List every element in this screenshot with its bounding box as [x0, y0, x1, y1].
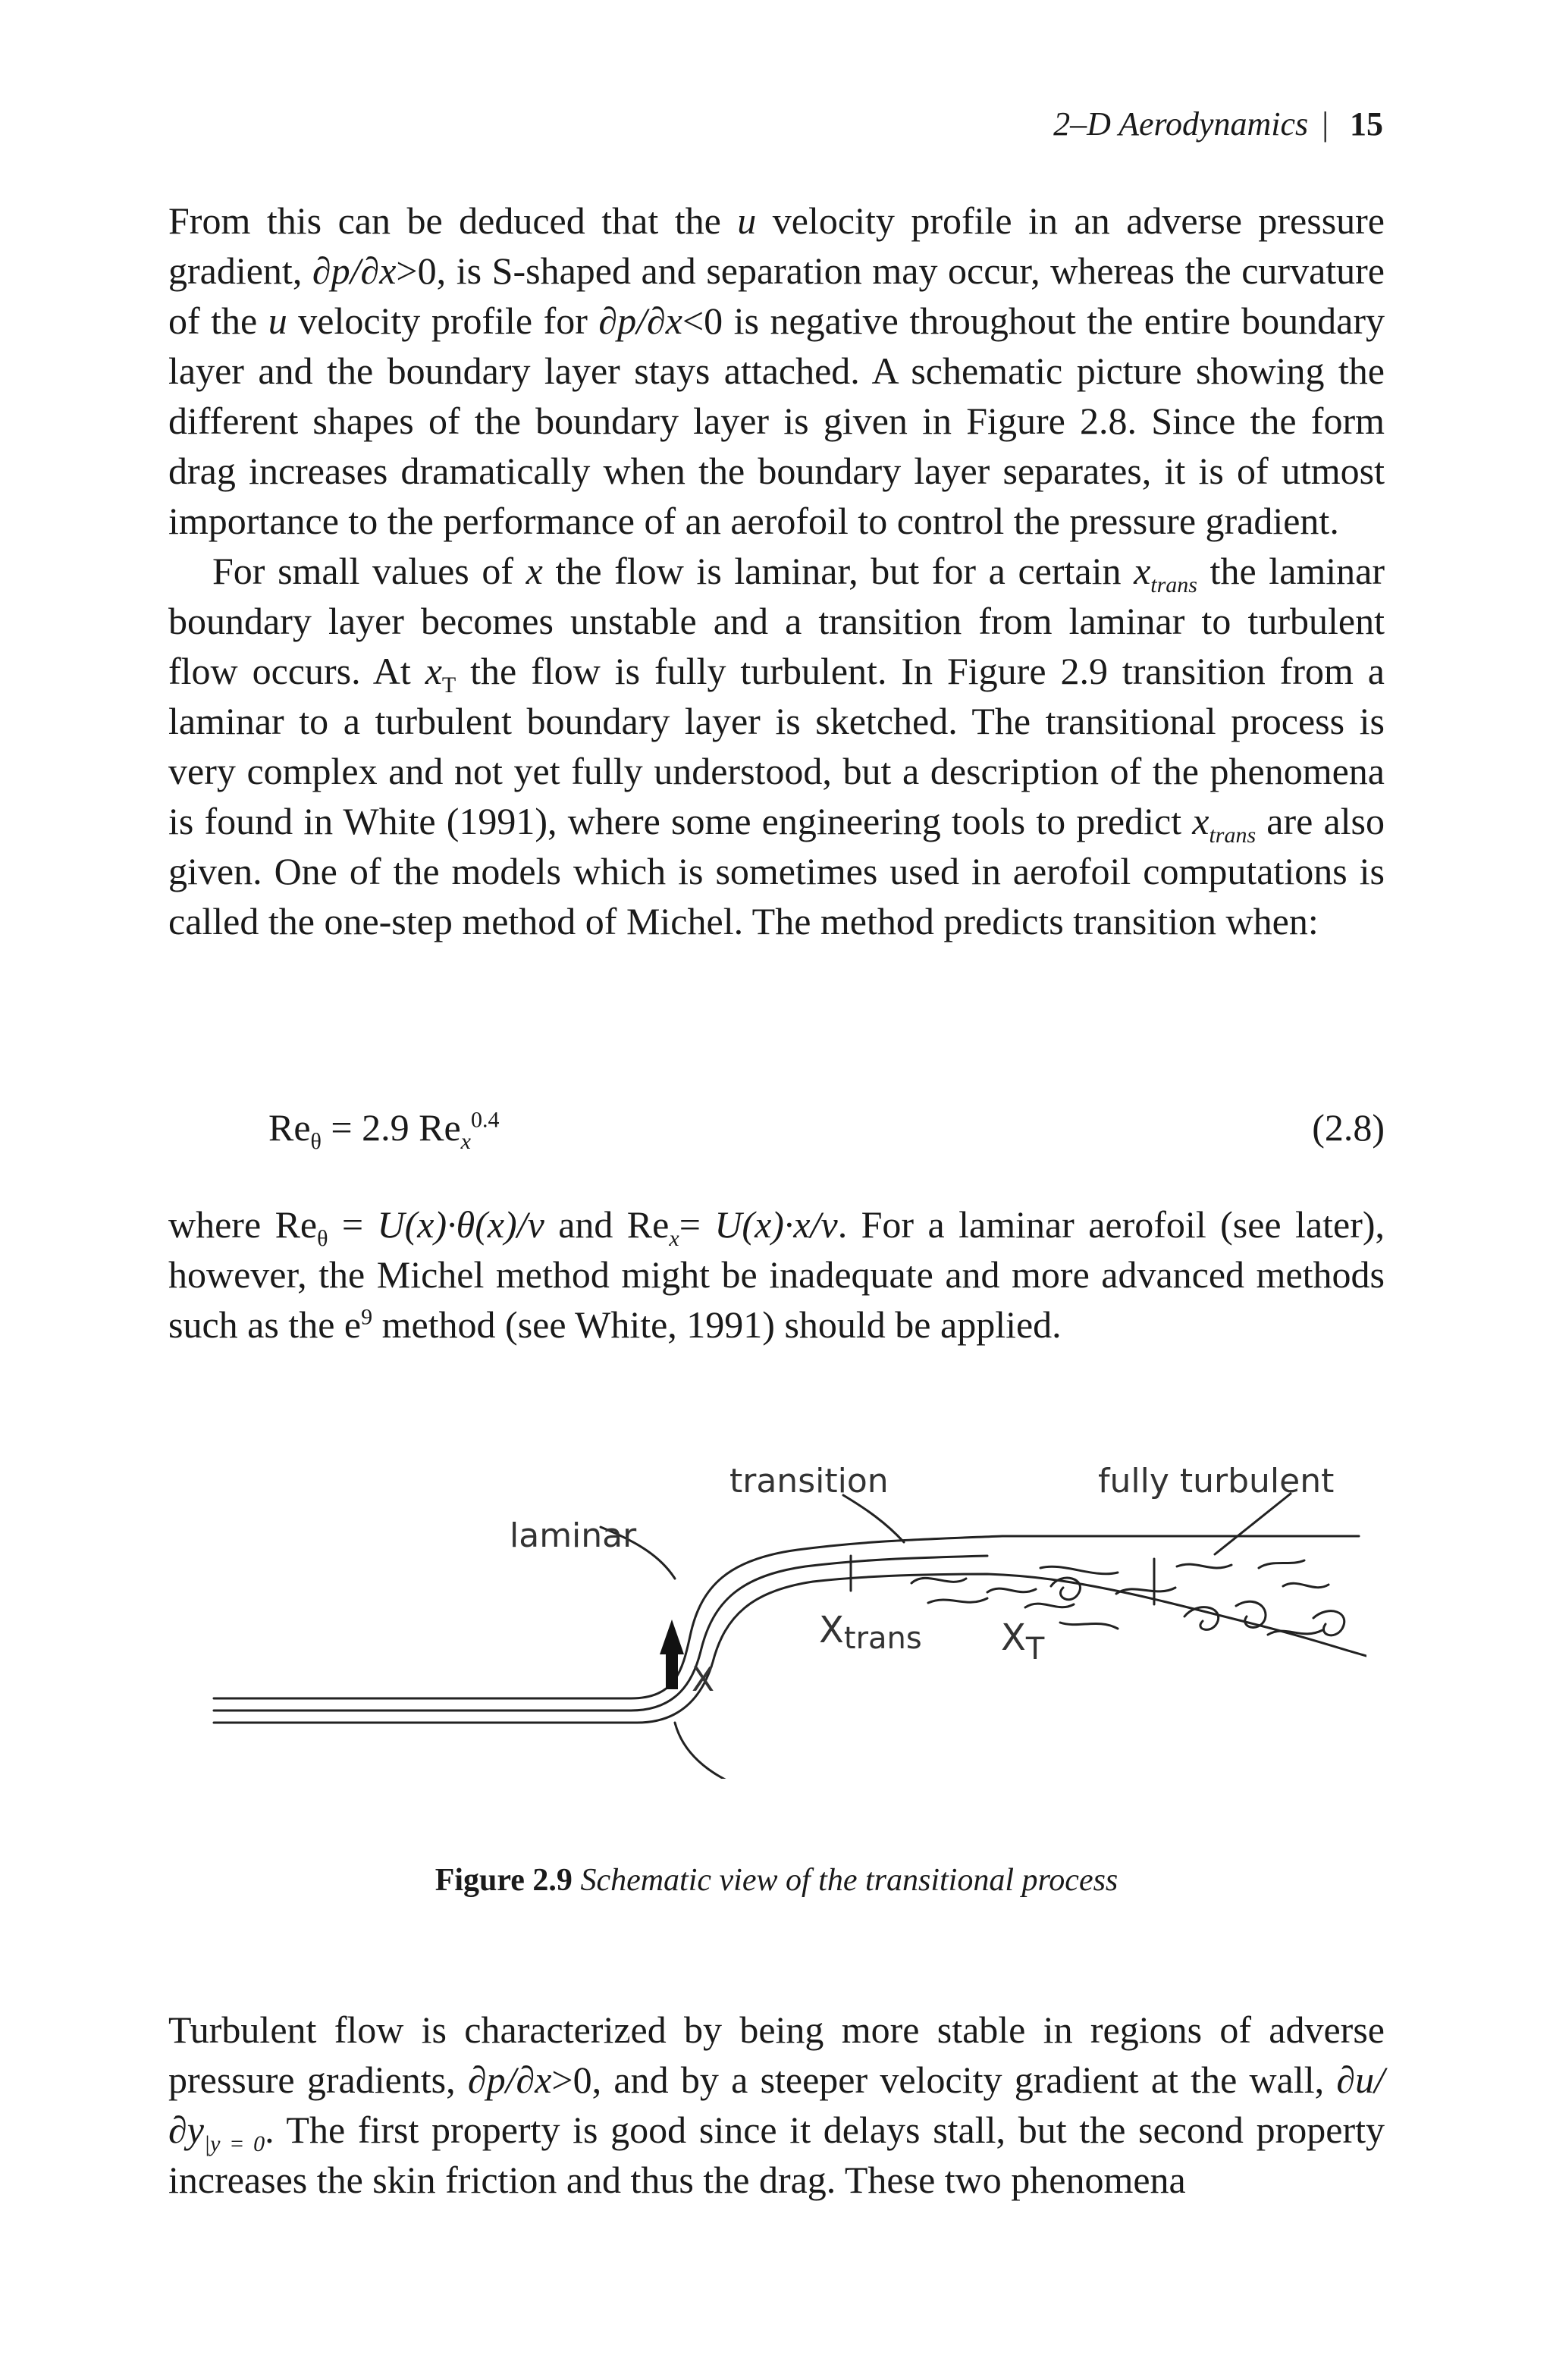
- turbulent-eddy: [1177, 1564, 1231, 1568]
- text-run: =: [679, 1203, 715, 1246]
- leader-line-transition: [843, 1495, 904, 1542]
- leading-edge-curve: [675, 1723, 783, 1779]
- math-dudy: ∂u/∂y: [168, 2059, 1385, 2151]
- turbulent-eddy: [1259, 1560, 1304, 1568]
- x-arrow: [666, 1650, 678, 1689]
- surface-streamline-1: [214, 1536, 1359, 1698]
- eq-exponent: 0.4: [471, 1107, 500, 1133]
- caption-label: Figure 2.9: [435, 1863, 573, 1898]
- equation-number: (2.8): [1312, 1106, 1385, 1149]
- running-head: [1053, 103, 1383, 146]
- eq-middle: = 2.9 Re: [321, 1106, 461, 1149]
- body-text-middle: [168, 1199, 1385, 1350]
- text-run: <0 is negative throughout the entire boundary layer and the boundary layer stays attached. A schematic picture showing the different shapes of the boundary layer is given in Figure 2.8. Since the form drag increases dramatically when the boundary layer separates, it is of utmost importance to the performance of an aerofoil to control the pressure gradient.: [168, 299, 1385, 542]
- text-run: velocity profile in an adverse pressure gradient,: [168, 199, 1385, 292]
- paragraph-turbulent-flow: [168, 2005, 1385, 2205]
- math-expression: U(x)·θ(x)/ν: [377, 1203, 544, 1246]
- math-x: x: [1134, 550, 1151, 592]
- eq-re: Re: [268, 1106, 311, 1149]
- math-subscript: θ: [317, 1226, 328, 1251]
- page-number: 15: [1350, 105, 1383, 143]
- paragraph-adverse-pressure: [168, 196, 1385, 546]
- text-run: method (see White, 1991) should be applied.: [372, 1303, 1062, 1346]
- label-fully-turbulent: fully turbulent: [1098, 1462, 1335, 1500]
- turbulent-eddy: [1283, 1583, 1329, 1587]
- turbulent-eddy: [1025, 1604, 1074, 1607]
- math-x: x: [526, 550, 543, 592]
- turbulent-eddy: [928, 1598, 987, 1603]
- text-run: where Re: [168, 1203, 318, 1246]
- eq-subscript: θ: [310, 1129, 322, 1154]
- equation-body: [268, 1102, 500, 1152]
- math-x: x: [425, 650, 442, 692]
- text-run: . For a laminar aerofoil (see later), however, the Michel method might be inadequate and more advanced methods such as the e: [168, 1203, 1385, 1346]
- leader-line-fully-turbulent: [1215, 1494, 1291, 1554]
- math-subscript: T: [441, 673, 456, 698]
- x-arrow-head: [660, 1620, 684, 1654]
- label-x: X: [692, 1660, 715, 1699]
- body-text-top: [168, 196, 1385, 946]
- label-x-trans: Xtrans: [819, 1609, 922, 1656]
- text-run: the flow is laminar, but for a certain: [542, 550, 1134, 592]
- math-dpdx: ∂p/∂x: [312, 249, 397, 292]
- math-exponent: 9: [361, 1304, 373, 1330]
- chapter-title: 2–D Aerodynamics: [1053, 105, 1309, 143]
- caption-text: Schematic view of the transitional process: [572, 1863, 1118, 1898]
- math-x: x: [1192, 800, 1209, 842]
- math-subscript: trans: [1209, 823, 1257, 848]
- text-run: the laminar boundary layer becomes unstable and a transition from laminar to turbulent flow occurs. At: [168, 550, 1385, 692]
- text-run: the flow is fully turbulent. In Figure 2.9 transition from a laminar to a turbulent boundary layer is sketched. The transitional process is very complex and not yet fully understood, but a description of the phenomena is found in White (1991), where some engineering tools to predict: [168, 650, 1385, 842]
- text-run: are also given. One of the models which is sometimes used in aerofoil computations is called the one-step method of Michel. The method predicts transition when:: [168, 800, 1385, 942]
- math-subscript: x: [669, 1226, 679, 1251]
- turbulent-eddy: [1040, 1566, 1118, 1574]
- text-run: Turbulent flow is characterized by being more stable in regions of adverse pressure gradients,: [168, 2008, 1385, 2101]
- text-run: >0, is S-shaped and separation may occur, whereas the curvature of the: [168, 249, 1385, 342]
- math-u: u: [737, 199, 757, 242]
- math-expression: U(x)·x/ν: [714, 1203, 838, 1246]
- paragraph-reynolds-definitions: [168, 1199, 1385, 1350]
- paragraph-transition: [168, 546, 1385, 946]
- text-run: >0, and by a steeper velocity gradient at the wall,: [551, 2059, 1337, 2101]
- surface-streamline-3: [214, 1574, 1366, 1723]
- turbulent-eddy: [987, 1588, 1036, 1592]
- turbulent-eddy: [911, 1578, 966, 1583]
- turbulent-eddy: [1060, 1623, 1118, 1629]
- text-run: For small values of: [212, 550, 526, 592]
- math-subscript: trans: [1150, 572, 1197, 597]
- text-run: and Re: [544, 1203, 670, 1246]
- math-subscript: |y = 0: [203, 2131, 265, 2156]
- math-u: u: [268, 299, 287, 342]
- body-text-bottom: [168, 2005, 1385, 2205]
- label-x-t: $X_T$: [1001, 1616, 1045, 1667]
- label-laminar: laminar: [510, 1516, 637, 1555]
- math-dpdx: ∂p/∂x: [467, 2059, 552, 2101]
- running-head-separator: |: [1322, 105, 1329, 143]
- equation-2-8: [168, 1102, 1385, 1152]
- eq-subscript: x: [460, 1129, 471, 1154]
- figure-caption: [0, 1859, 1553, 1902]
- text-run: =: [328, 1203, 378, 1246]
- text-run: velocity profile for: [287, 299, 599, 342]
- text-run: . The first property is good since it delays stall, but the second property increases the skin friction and thus the drag. These two phenomena: [168, 2109, 1385, 2201]
- transition-sketch: [199, 1430, 1366, 1779]
- math-dpdx: ∂p/∂x: [598, 299, 682, 342]
- figure-transition-schematic: [199, 1430, 1366, 1779]
- text-run: From this can be deduced that the: [168, 199, 738, 242]
- label-transition: transition: [729, 1462, 889, 1500]
